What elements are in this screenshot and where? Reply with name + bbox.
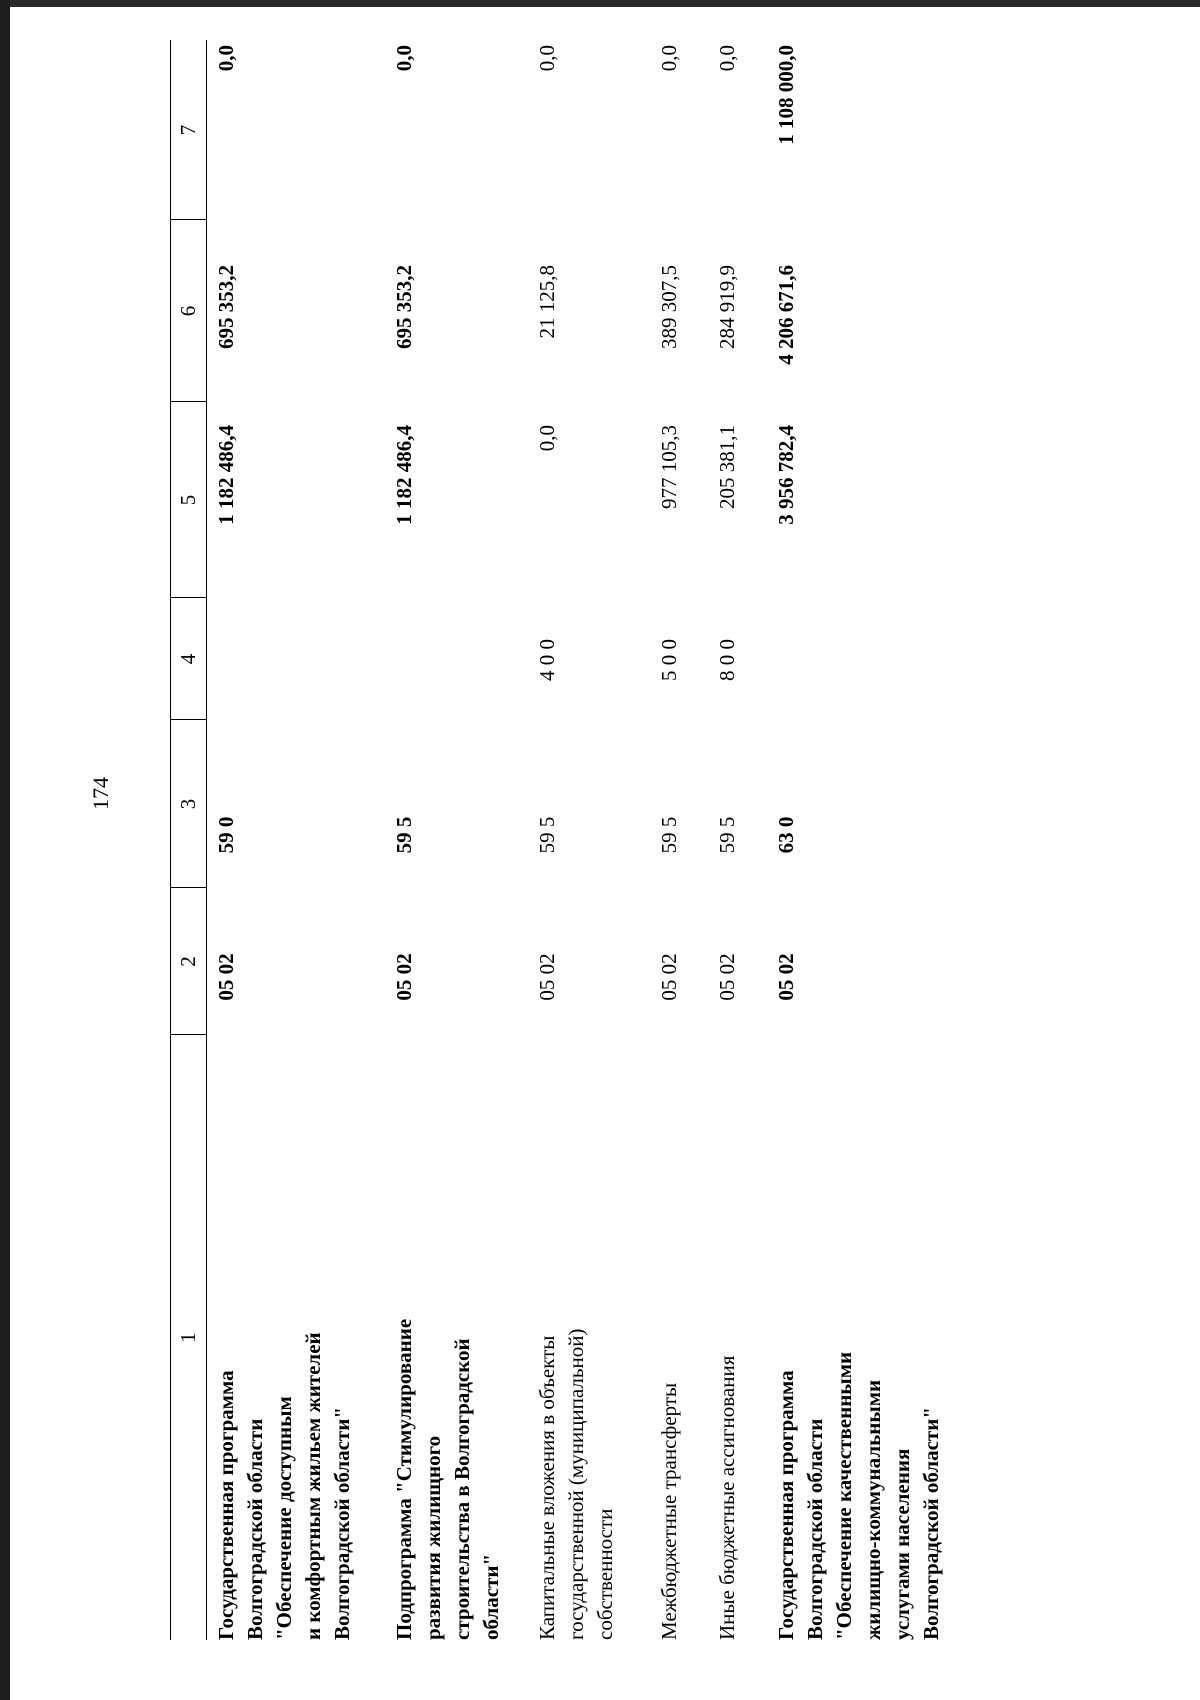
- target-code: 59 5: [535, 816, 559, 854]
- row-name-line: государственной (муниципальной): [564, 1328, 588, 1640]
- scan-edge-left: [0, 0, 10, 1700]
- column-header-2: 2: [176, 956, 200, 967]
- row-name-line: Волгоградской области": [919, 1406, 943, 1640]
- column-header-5: 5: [176, 494, 200, 506]
- expense-type-code: 5 0 0: [657, 639, 681, 681]
- budget-table: [170, 40, 943, 1640]
- amount-col6: 695 353,2: [214, 265, 238, 349]
- amount-col5: 205 381,1: [715, 425, 739, 509]
- row-name-line: Волгоградской области": [330, 1406, 354, 1640]
- amount-col7: 0,0: [715, 45, 739, 72]
- amount-col6: 284 919,9: [715, 265, 739, 349]
- row-name: [390, 1110, 506, 1640]
- row-name-line: Подпрограмма "Стимулирование: [392, 1318, 416, 1640]
- row-name-line: собственности: [593, 1508, 617, 1640]
- row-name-line: услугами населения: [890, 1448, 914, 1640]
- column-header-4: 4: [176, 653, 200, 665]
- target-code: 63 0: [774, 816, 798, 854]
- column-header-6: 6: [176, 305, 200, 317]
- amount-col5: 0,0: [535, 425, 559, 452]
- section-code: 05 02: [715, 953, 739, 1001]
- section-code: 05 02: [774, 953, 798, 1001]
- row-name-line: области": [479, 1553, 503, 1640]
- expense-type-code: 8 0 0: [715, 639, 739, 681]
- amount-col6: 21 125,8: [535, 265, 559, 339]
- amount-col5: 1 182 486,4: [214, 425, 238, 525]
- row-name: [212, 1110, 357, 1640]
- amount-col5: 977 105,3: [657, 425, 681, 509]
- row-name-line: жилищно-коммунальными: [861, 1379, 885, 1640]
- row-name-line: Государственная программа: [214, 1370, 238, 1640]
- target-code: 59 5: [715, 816, 739, 854]
- row-name-line: Иные бюджетные ассигнования: [715, 1355, 739, 1640]
- row-name: [655, 1110, 684, 1640]
- row-name-line: "Обеспечение доступным: [272, 1396, 296, 1640]
- row-name-line: строительства в Волгоградской: [450, 1338, 474, 1640]
- row-name: [772, 1110, 946, 1640]
- row-name-line: "Обеспечение качественными: [832, 1351, 856, 1640]
- row-name-line: и комфортным жильем жителей: [301, 1332, 325, 1640]
- target-code: 59 5: [657, 816, 681, 854]
- scan-edge-top: [0, 0, 1200, 7]
- row-name-line: развития жилищного: [421, 1435, 445, 1640]
- row-name-line: Капитальные вложения в объекты: [535, 1335, 559, 1640]
- amount-col6: 4 206 671,6: [774, 265, 798, 365]
- amount-col7: 0,0: [535, 45, 559, 72]
- row-name-line: Межбюджетные трансферты: [657, 1382, 681, 1640]
- column-header-1: 1: [176, 1332, 200, 1343]
- row-name: [713, 1110, 742, 1640]
- column-header-7: 7: [176, 124, 200, 136]
- column-header-3: 3: [176, 798, 200, 810]
- table-header: [170, 40, 206, 1640]
- row-name-line: Государственная программа: [774, 1370, 798, 1640]
- amount-col7: 1 108 000,0: [774, 45, 798, 145]
- amount-col7: 0,0: [214, 45, 238, 72]
- amount-col6: 695 353,2: [392, 265, 416, 349]
- amount-col5: 1 182 486,4: [392, 425, 416, 525]
- expense-type-code: 4 0 0: [535, 639, 559, 681]
- row-name: [533, 1110, 620, 1640]
- section-code: 05 02: [657, 953, 681, 1001]
- amount-col5: 3 956 782,4: [774, 425, 798, 525]
- section-code: 05 02: [214, 953, 238, 1001]
- amount-col6: 389 307,5: [657, 265, 681, 349]
- target-code: 59 0: [214, 816, 238, 854]
- amount-col7: 0,0: [657, 45, 681, 72]
- target-code: 59 5: [392, 816, 416, 854]
- row-name-line: Волгоградской области: [803, 1418, 827, 1640]
- page-number: 174: [88, 777, 113, 810]
- amount-col7: 0,0: [392, 45, 416, 72]
- row-name-line: Волгоградской области: [243, 1418, 267, 1640]
- header-bottom-rule: [206, 40, 207, 1640]
- section-code: 05 02: [392, 953, 416, 1001]
- section-code: 05 02: [535, 953, 559, 1001]
